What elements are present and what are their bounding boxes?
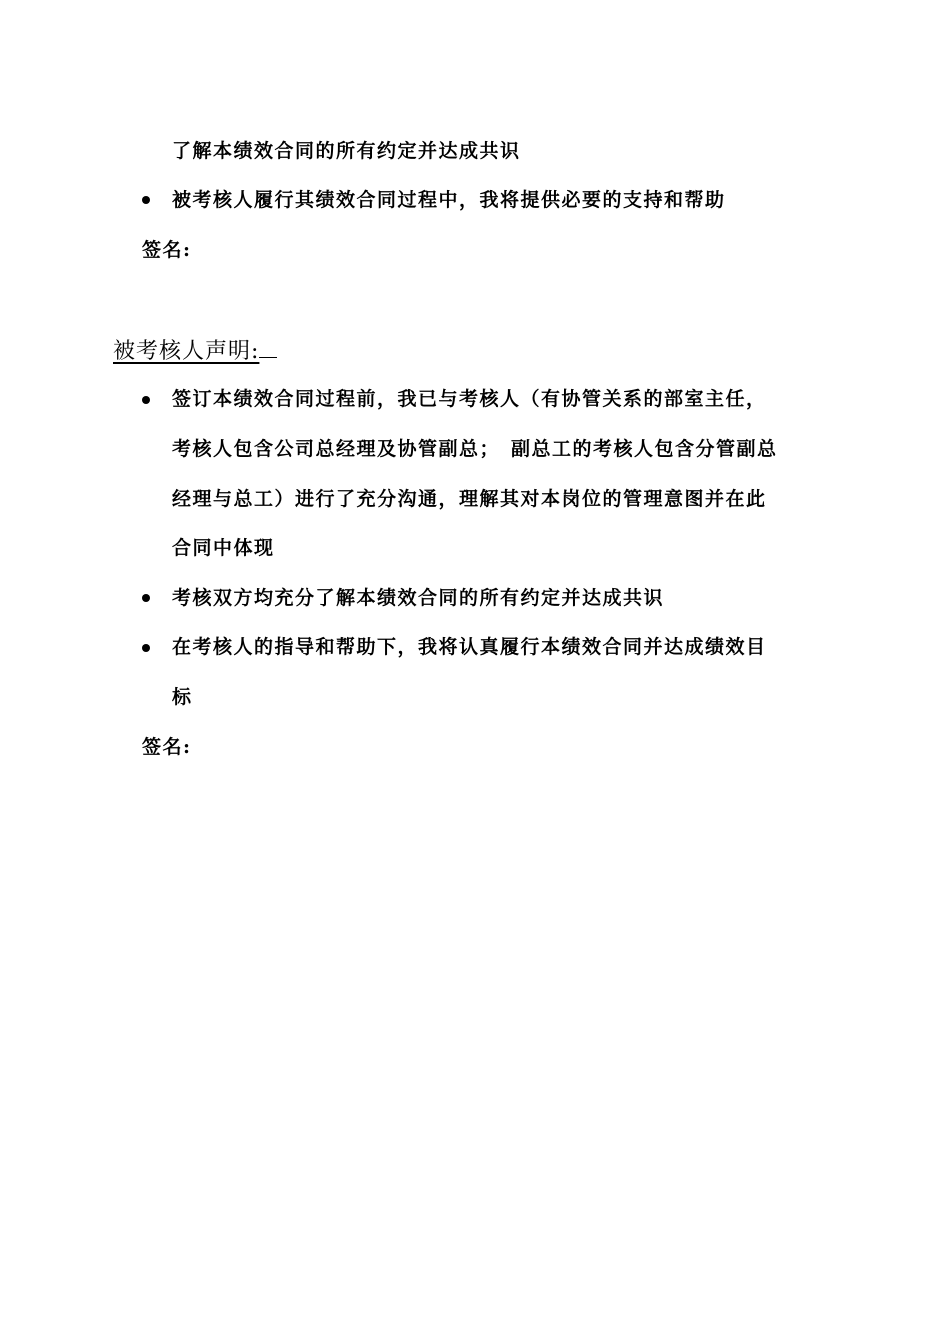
- reviewee-bullet-3-line-2: 标: [172, 686, 193, 708]
- bullet-dot-icon: [142, 594, 150, 602]
- title-underline-pad: [259, 356, 277, 358]
- bullet-dot-icon: [142, 196, 150, 204]
- reviewee-bullet-3-line-1: 在考核人的指导和帮助下，我将认真履行本绩效合同并达成绩效目: [172, 636, 767, 658]
- reviewee-bullet-2: 考核双方均充分了解本绩效合同的所有约定并达成共识: [172, 587, 665, 609]
- reviewee-bullet-1-line-4: 合同中体现: [172, 537, 275, 559]
- reviewee-signature-label: 签名:: [142, 736, 192, 758]
- reviewer-bullet-2: 被考核人履行其绩效合同过程中，我将提供必要的支持和帮助: [172, 189, 726, 211]
- bullet-dot-icon: [142, 396, 150, 404]
- reviewee-bullet-1-line-1: 签订本绩效合同过程前，我已与考核人（有协管关系的部室主任，: [172, 388, 767, 410]
- reviewee-statement-title: [113, 338, 277, 366]
- reviewee-bullet-1-line-3: 经理与总工）进行了充分沟通，理解其对本岗位的管理意图并在此: [172, 488, 767, 510]
- reviewer-bullet-1-continued: 了解本绩效合同的所有约定并达成共识: [172, 140, 521, 162]
- reviewee-bullet-1-line-2: 考核人包含公司总经理及协管副总； 副总工的考核人包含分管副总: [172, 438, 778, 460]
- bullet-dot-icon: [142, 644, 150, 652]
- reviewer-signature-label: 签名:: [142, 239, 192, 261]
- reviewee-statement-title-text: 被考核人声明:: [113, 339, 260, 364]
